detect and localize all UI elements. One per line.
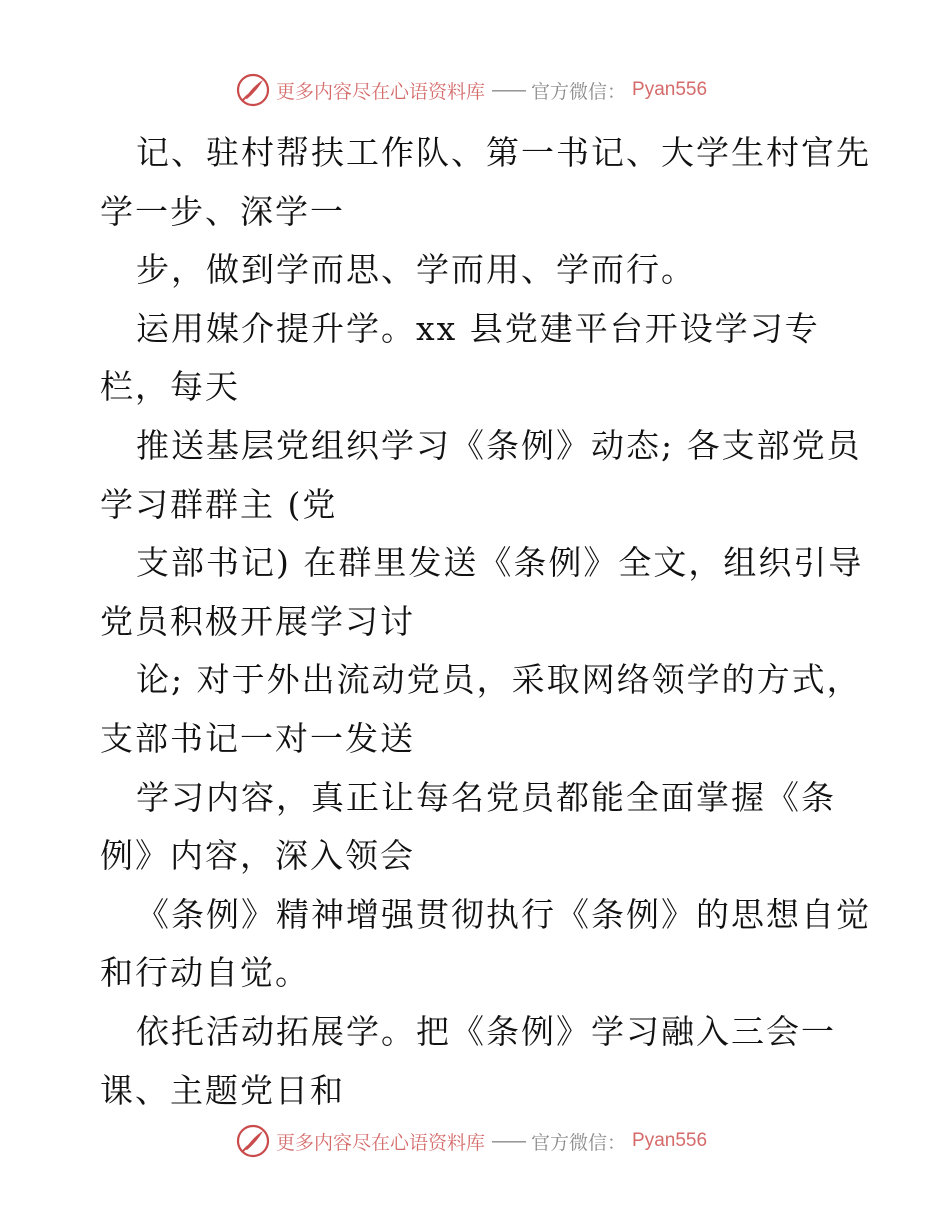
text-line: 例》内容，深入领会 <box>100 836 415 876</box>
quill-logo-icon <box>236 1124 270 1158</box>
header-watermark <box>236 72 707 108</box>
text-line: 《条例》精神增强贯彻执行《条例》的思想自觉 <box>136 894 871 934</box>
text-line: 记、驻村帮扶工作队、第一书记、大学生村官先 <box>136 133 871 172</box>
text-line: 学习群群主 (党 <box>100 484 338 524</box>
text-line: 学习内容，真正让每名党员都能全面掌握《条 <box>136 777 836 817</box>
watermark-brand: 更多内容尽在心语资料库 <box>276 1131 486 1154</box>
text-line: 栏，每天 <box>100 367 240 407</box>
quill-logo-icon <box>236 73 270 107</box>
watermark-label: 官方微信： <box>531 1131 627 1154</box>
text-line: 和行动自觉。 <box>100 953 310 993</box>
text-line: 支部书记) 在群里发送《条例》全文，组织引导 <box>136 543 864 583</box>
watermark-dash: —— <box>491 79 526 101</box>
watermark-label: 官方微信： <box>531 80 627 103</box>
watermark-brand: 更多内容尽在心语资料库 <box>276 80 486 103</box>
text-line: 依托活动拓展学。把《条例》学习融入三会一 <box>136 1011 836 1051</box>
document-body <box>100 124 871 1120</box>
watermark-wechat-id: Pyan556 <box>632 1130 708 1151</box>
text-line: 运用媒介提升学。xx 县党建平台开设学习专 <box>136 308 820 348</box>
text-line: 论; 对于外出流动党员，采取网络领学的方式， <box>136 660 862 700</box>
watermark-dash: —— <box>491 1130 526 1152</box>
text-line: 学一步、深学一 <box>100 191 345 231</box>
text-line: 支部书记一对一发送 <box>100 718 415 758</box>
text-line: 推送基层党组织学习《条例》动态; 各支部党员 <box>136 425 862 465</box>
text-line: 步，做到学而思、学而用、学而行。 <box>136 250 696 290</box>
text-line: 党员积极开展学习讨 <box>100 601 415 641</box>
text-line: 课、主题党日和 <box>100 1070 345 1110</box>
watermark-wechat-id: Pyan556 <box>632 79 708 100</box>
footer-watermark <box>236 1123 707 1159</box>
